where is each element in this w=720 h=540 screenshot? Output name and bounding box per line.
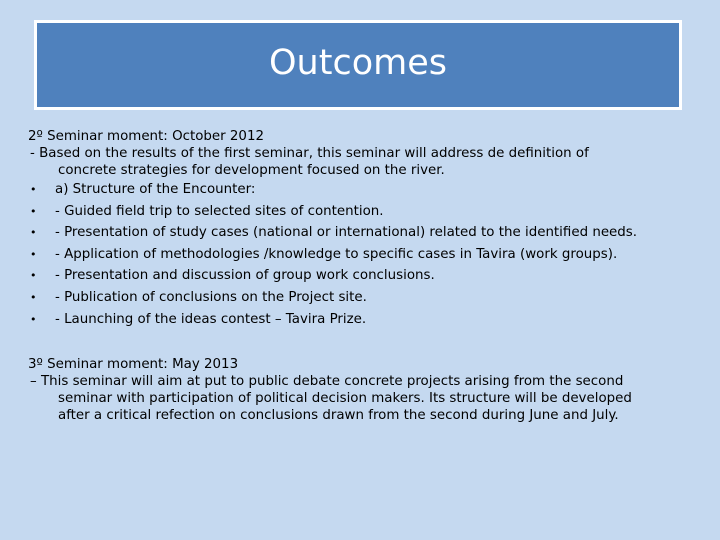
section1-intro-line1: - Based on the results of the first seminar, this seminar will address de definition of [30, 146, 589, 161]
title-banner [34, 20, 682, 110]
bullet-icon: • [30, 247, 37, 261]
list-item-text: - Launching of the ideas contest – Tavira Prize. [55, 311, 367, 327]
list-item-text: - Presentation of study cases (national or international) related to the identified needs. [55, 225, 638, 241]
list-item [28, 311, 708, 328]
slide-body [28, 128, 708, 424]
bullet-icon: • [30, 183, 37, 196]
section1-heading: 2º Seminar moment: October 2012 [28, 129, 264, 144]
list-item [28, 267, 708, 284]
list-item-text: - Guided field trip to selected sites of contention. [55, 203, 384, 219]
bullet-icon: • [30, 226, 37, 240]
bullet-icon: • [30, 312, 37, 326]
slide-title: Outcomes [269, 43, 447, 83]
section2-line3: after a critical refection on conclusions drawn from the second during June and July. [58, 407, 619, 423]
list-item-text: a) Structure of the Encounter: [55, 182, 256, 197]
list-item-text: - Application of methodologies /knowledge to specific cases in Tavira (work groups). [55, 246, 618, 262]
section2-line2: seminar with participation of political decision makers. Its structure will be developed [58, 390, 632, 406]
section2-heading: 3º Seminar moment: May 2013 [28, 356, 239, 372]
section1-intro-line2: concrete strategies for development focused on the river. [58, 163, 445, 178]
section2-paragraph [28, 373, 708, 424]
list-item [28, 203, 708, 220]
bullet-icon: • [30, 269, 37, 283]
list-item [28, 246, 708, 263]
list-item-text: - Presentation and discussion of group work conclusions. [55, 268, 435, 284]
list-item [28, 289, 708, 306]
section2 [28, 356, 708, 424]
bullet-icon: • [30, 290, 37, 304]
list-item [28, 181, 708, 198]
section1-intro [28, 145, 708, 179]
list-item-text: - Publication of conclusions on the Project site. [55, 289, 367, 305]
section1-bullet-list [28, 181, 708, 328]
bullet-icon: • [30, 204, 37, 218]
section2-line1: – This seminar will aim at put to public debate concrete projects arising from the second [30, 373, 624, 389]
list-item [28, 224, 708, 241]
